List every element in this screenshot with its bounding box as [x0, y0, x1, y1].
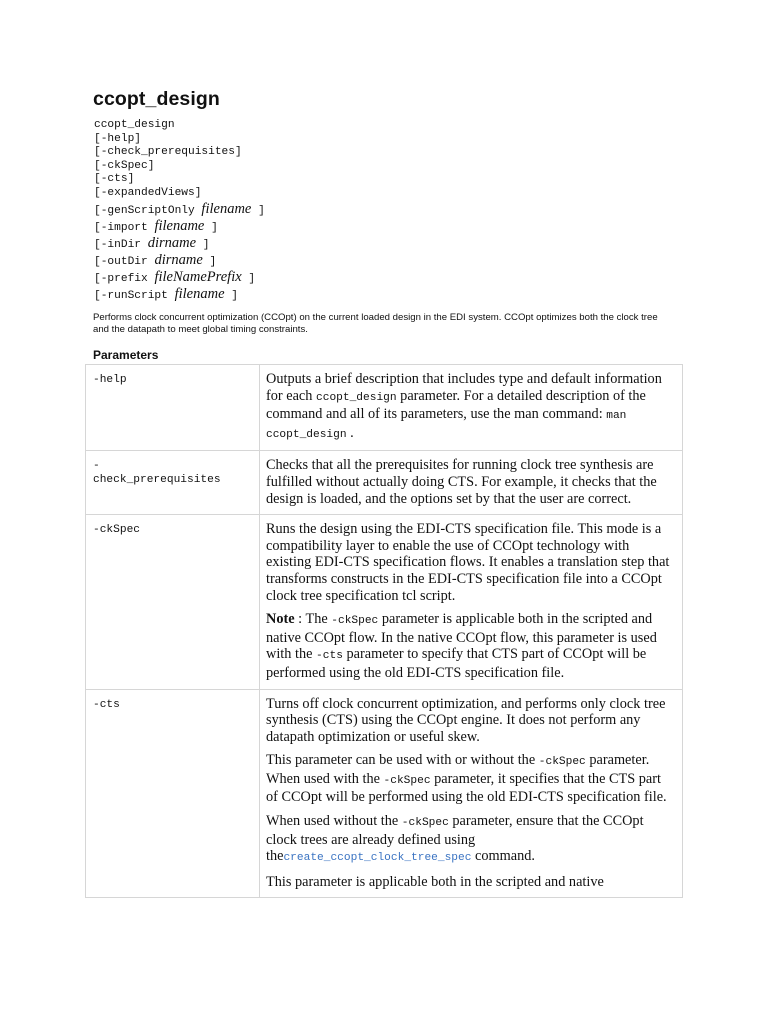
text-run: command. [471, 848, 535, 865]
param-name-text: -ckSpec [93, 524, 140, 537]
syntax-line: [-cts] [94, 173, 135, 186]
parameters-heading: Parameters [93, 348, 159, 362]
syntax-line [94, 201, 265, 218]
syntax-option: [-genScriptOnly [94, 204, 202, 217]
page-title: ccopt_design [93, 88, 220, 110]
param-name [86, 515, 260, 689]
syntax-argument: dirname [154, 251, 203, 268]
param-name [86, 365, 260, 451]
param-name-text: -cts [93, 698, 120, 711]
text-run: : The [294, 611, 332, 628]
table-row [86, 451, 683, 515]
syntax-option: [-import [94, 221, 155, 234]
param-name [86, 689, 260, 898]
syntax-bracket: ] [241, 272, 256, 285]
syntax-line: [-expandedViews] [94, 186, 202, 199]
table-row [86, 515, 683, 689]
param-name-text: check_prerequisites [93, 473, 221, 486]
inline-code: man ccopt_design [266, 410, 627, 441]
syntax-option: [-runScript [94, 289, 175, 302]
syntax-option: [-inDir [94, 238, 148, 251]
command-description: Performs clock concurrent optimization (CCOpt) on the current loaded design in the EDI system. CCOpt optimizes both the clock tree and the datapath to meet global timing constraints. [93, 312, 658, 335]
param-paragraph [266, 752, 676, 806]
text-run: parameter is applicable both in the scripted and native CCOpt flow. In the native CCOpt flow, this parameter is used with the [266, 611, 657, 663]
syntax-argument: filename [154, 217, 205, 234]
text-run: parameter to specify that CTS part of CCOpt will be performed using the old EDI-CTS specification file. [266, 646, 647, 681]
syntax-option: [-outDir [94, 255, 155, 268]
table-row [86, 365, 683, 451]
syntax-line [94, 218, 265, 235]
inline-code: ccopt_design [316, 391, 397, 404]
param-paragraph: Turns off clock concurrent optimization, and performs only clock tree synthesis (CTS) using the CCOpt engine. It does not perform any datapath optimization or useful skew. [266, 695, 666, 745]
note-paragraph [266, 611, 676, 681]
text-run: parameter, ensure that the CCOpt clock trees are already defined using the [266, 813, 644, 865]
syntax-bracket: ] [251, 204, 265, 217]
param-paragraph [266, 813, 676, 867]
command-syntax [94, 119, 265, 303]
syntax-bracket: ] [196, 238, 210, 251]
syntax-line [94, 252, 265, 269]
syntax-line [94, 235, 265, 252]
param-description [260, 689, 683, 898]
text-run: This parameter can be used with or without the [266, 752, 539, 769]
text-run: parameter. When used with the [266, 752, 650, 787]
syntax-bracket: ] [204, 221, 218, 234]
inline-code: -ckSpec [383, 774, 431, 787]
text-run: Outputs a brief description that includes type and default information for each [266, 371, 662, 404]
param-name-text: -help [93, 374, 127, 386]
syntax-argument: filename [201, 200, 252, 217]
syntax-line: [-help] [94, 132, 141, 145]
syntax-bracket: ] [202, 255, 217, 268]
command-link[interactable]: create_ccopt_clock_tree_spec [283, 852, 472, 865]
param-paragraph: Runs the design using the EDI-CTS specification file. This mode is a compatibility layer to enable the use of CCOpt technology with existing EDI-CTS specification flows. It enables a translation step that transforms constructs in the EDI-CTS specification file into a CCOpt clock tree specification tcl script. [266, 521, 670, 604]
text-run: parameter. For a detailed description of the command and all of its parameters, use the man command: [266, 387, 646, 423]
inline-code: -cts [316, 650, 343, 663]
param-paragraph [266, 371, 676, 443]
syntax-bracket: ] [224, 289, 238, 302]
parameters-table [85, 364, 683, 898]
param-paragraph: This parameter is applicable both in the scripted and native [266, 873, 604, 890]
syntax-argument: dirname [147, 234, 197, 251]
inline-code: -ckSpec [401, 817, 449, 830]
param-name-text: - [93, 460, 100, 473]
syntax-argument: fileNamePrefix [154, 268, 242, 285]
syntax-option: [-prefix [94, 272, 155, 285]
param-description [260, 365, 683, 451]
text-run: . [346, 424, 354, 441]
inline-code: -ckSpec [331, 615, 379, 628]
text-run: parameter, it specifies that the CTS part of CCOpt will be performed using the old EDI-CTS specification file. [266, 770, 667, 806]
param-paragraph: Checks that all the prerequisites for running clock tree synthesis are fulfilled without actually doing CTS. For example, it checks that the design is loaded, and the options set by that the user are correct. [266, 457, 657, 507]
param-description [260, 515, 683, 689]
syntax-line: ccopt_design [94, 119, 175, 131]
syntax-line [94, 286, 265, 303]
param-name [86, 451, 260, 515]
syntax-line [94, 269, 265, 286]
note-label: Note [266, 611, 295, 628]
inline-code: -ckSpec [538, 756, 586, 769]
text-run: When used without the [266, 813, 402, 830]
table-row [86, 689, 683, 898]
param-description [260, 451, 683, 515]
syntax-argument: filename [174, 285, 225, 302]
syntax-line: [-ckSpec] [94, 159, 155, 172]
syntax-line: [-check_prerequisites] [94, 146, 242, 159]
